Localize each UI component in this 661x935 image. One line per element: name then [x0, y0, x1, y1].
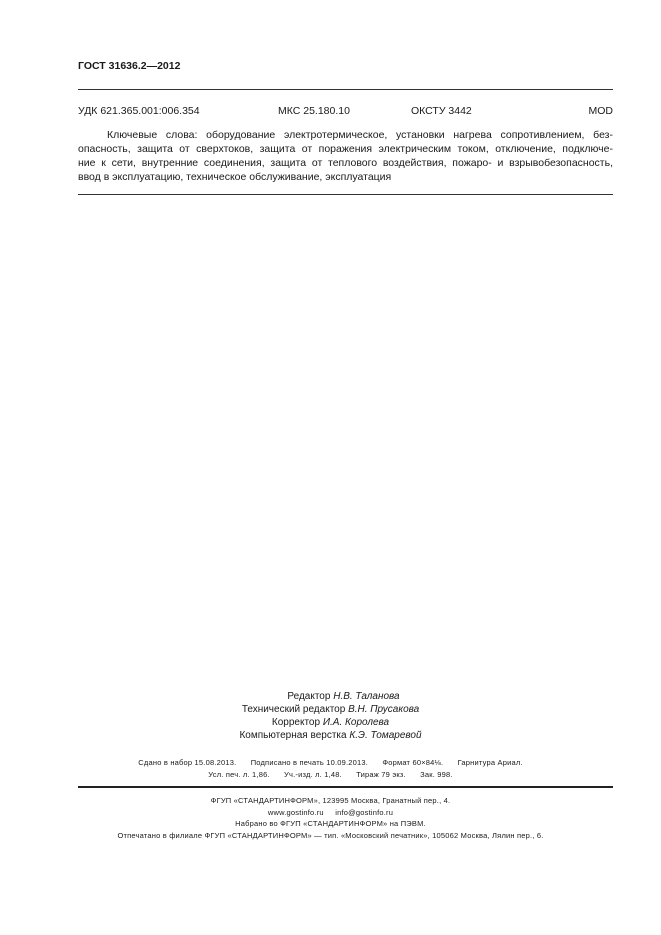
publisher-printed: Отпечатано в филиале ФГУП «СТАНДАРТИНФОРМ» — тип. «Московский печатник», 105062 Москва, Лялин пер., 6. [117, 830, 544, 840]
classification-row [78, 105, 613, 119]
mod-label: MOD [588, 105, 613, 117]
standard-code: ГОСТ 31636.2—2012 [78, 60, 181, 72]
keywords-line: опасность, защита от сверхтоков, защита от поражения электрическим током, отключение, подключе- [78, 143, 613, 155]
okstu-code: ОКСТУ 3442 [411, 105, 472, 117]
imprint-print-date: Подписано в печать 10.09.2013. [250, 758, 369, 767]
keywords-divider [78, 194, 613, 195]
keywords-line: ние к сети, внутренние соединения, защита от теплового воздействия, пожаро- и взрывобезопасность, [78, 157, 613, 169]
credit-corrector [0, 716, 661, 729]
credit-name: Н.В. Таланова [333, 691, 400, 702]
credit-role: Компьютерная верстка [239, 730, 347, 741]
credit-layout [0, 729, 661, 742]
imprint-font: Гарнитура Ариал. [457, 758, 523, 767]
credit-editor [0, 690, 661, 703]
publisher-address: ФГУП «СТАНДАРТИНФОРМ», 123995 Москва, Гранатный пер., 4. [210, 796, 451, 805]
imprint-line [0, 757, 661, 769]
mks-code: МКС 25.180.10 [278, 105, 350, 117]
imprint-sheets: Усл. печ. л. 1,86. [208, 770, 270, 779]
credit-name: И.А. Королева [322, 717, 390, 728]
publisher-typeset: Набрано во ФГУП «СТАНДАРТИНФОРМ» на ПЭВМ. [235, 819, 426, 828]
credit-tech-editor [0, 703, 661, 716]
header-divider [78, 89, 613, 90]
imprint-order: Зак. 998. [420, 770, 453, 779]
credit-role: Технический редактор [241, 704, 346, 715]
credits-block [0, 690, 661, 742]
imprint-block [0, 757, 661, 781]
credit-role: Корректор [271, 717, 321, 728]
imprint-line [0, 769, 661, 781]
imprint-circulation: Тираж 79 экз. [356, 770, 406, 779]
keywords-line: ввод в эксплуатацию, техническое обслуживание, эксплуатация [78, 171, 392, 183]
credit-name: К.Э. Томаревой [349, 730, 422, 741]
imprint-format: Формат 60×84⅛. [382, 758, 444, 767]
udk-code: УДК 621.365.001:006.354 [78, 105, 200, 117]
imprint-divider [78, 786, 613, 788]
publisher-contacts: www.gostinfo.ru info@gostinfo.ru [267, 807, 394, 817]
publisher-block [0, 795, 661, 841]
credit-name: В.Н. Прусакова [348, 704, 420, 715]
imprint-set-date: Сдано в набор 15.08.2013. [138, 758, 237, 767]
credit-role: Редактор [287, 691, 331, 702]
imprint-edition-sheets: Уч.-изд. л. 1,48. [284, 770, 342, 779]
keywords-paragraph [78, 128, 613, 184]
keywords-line: Ключевые слова: оборудование электротермическое, установки нагрева сопротивлением, без- [107, 129, 613, 141]
